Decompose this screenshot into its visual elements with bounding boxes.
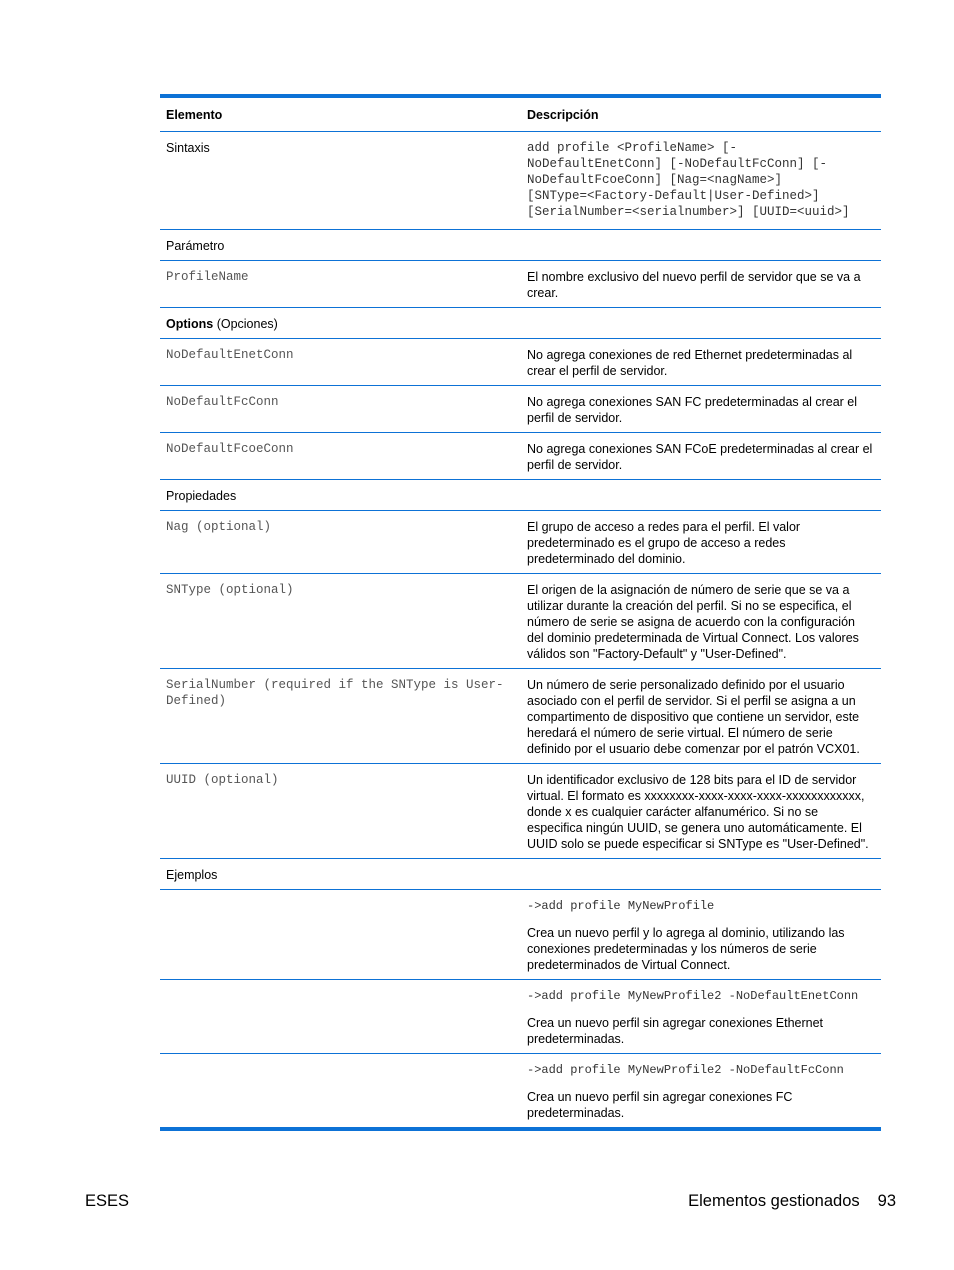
property-name: SerialNumber (required if the SNType is User-Defined) [160, 669, 521, 764]
option-name: NoDefaultFcConn [160, 386, 521, 433]
property-desc: El origen de la asignación de número de serie que se va a utilizar durante la creación del perfil. Si no se especifica, el número de serie se asigna de acuerdo con la configuración del dominio predeterminada de Virtual Connect. Los valores válidos son "Factory-Default" y "User-Defined". [521, 574, 881, 669]
table-row [160, 433, 881, 480]
example-desc: Crea un nuevo perfil sin agregar conexiones FC predeterminadas. [527, 1090, 793, 1120]
options-label-bold: Options [166, 317, 214, 331]
section-label: Ejemplos [160, 859, 521, 890]
property-desc: Un identificador exclusivo de 128 bits para el ID de servidor virtual. El formato es xxxxxxxx-xxxx-xxxx-xxxx-xxxxxxxxxxxx, donde x es cualquier carácter alfanumérico. Si no se especifica ningún UUID, se genera uno automáticamente. El UUID solo se puede especificar si SNType es "User-Defined". [521, 764, 881, 859]
section-label [160, 308, 521, 339]
table-row [160, 339, 881, 386]
page-number: 93 [877, 1192, 896, 1210]
table-row [160, 1054, 881, 1130]
table-row [160, 261, 881, 308]
example-desc: Crea un nuevo perfil y lo agrega al dominio, utilizando las conexiones predeterminadas y los números de serie predeterminados de Virtual Connect. [527, 926, 845, 972]
example-cell [521, 980, 881, 1054]
section-row-propiedades [160, 480, 881, 511]
footer-right [688, 1192, 896, 1211]
property-name: Nag (optional) [160, 511, 521, 574]
table-row [160, 574, 881, 669]
section-row-ejemplos [160, 859, 881, 890]
section-row-options [160, 308, 881, 339]
syntax-label: Sintaxis [160, 132, 521, 230]
example-command: ->add profile MyNewProfile2 -NoDefaultFcConn [527, 1063, 844, 1077]
table-row [160, 764, 881, 859]
table-row [160, 980, 881, 1054]
section-row-parametro [160, 230, 881, 261]
syntax-line: NoDefaultFcoeConn] [Nag=<nagName>] [527, 173, 783, 187]
option-name: NoDefaultEnetConn [160, 339, 521, 386]
syntax-line: NoDefaultEnetConn] [-NoDefaultFcConn] [- [527, 157, 828, 171]
example-command: ->add profile MyNewProfile [527, 899, 715, 913]
options-label-rest: (Opciones) [213, 317, 278, 331]
syntax-row [160, 132, 881, 230]
option-desc: No agrega conexiones SAN FC predeterminadas al crear el perfil de servidor. [521, 386, 881, 433]
property-desc: Un número de serie personalizado definido por el usuario asociado con el perfil de servidor. Si el perfil se asigna a un compartimento de dispositivo que contiene un servidor, este heredará el número de serie virtual. El número de serie definido por el usuario debe comenzar por el patrón VCX01. [521, 669, 881, 764]
option-name: NoDefaultFcoeConn [160, 433, 521, 480]
parameter-name: ProfileName [160, 261, 521, 308]
table-header-row [160, 96, 881, 132]
command-reference-table [160, 94, 881, 1131]
example-desc: Crea un nuevo perfil sin agregar conexiones Ethernet predeterminadas. [527, 1016, 824, 1046]
section-label: Parámetro [160, 230, 521, 261]
property-desc: El grupo de acceso a redes para el perfil. El valor predeterminado es el grupo de acceso a redes predeterminado del dominio. [521, 511, 881, 574]
example-cell [521, 890, 881, 980]
footer-section-title: Elementos gestionados [688, 1192, 860, 1210]
table-row [160, 386, 881, 433]
syntax-line: add profile <ProfileName> [- [527, 141, 738, 155]
property-name: UUID (optional) [160, 764, 521, 859]
syntax-line: [SerialNumber=<serialnumber>] [UUID=<uuid>] [527, 205, 850, 219]
example-command: ->add profile MyNewProfile2 -NoDefaultEnetConn [527, 989, 859, 1003]
table-row [160, 890, 881, 980]
section-label: Propiedades [160, 480, 521, 511]
option-desc: No agrega conexiones de red Ethernet predeterminadas al crear el perfil de servidor. [521, 339, 881, 386]
header-descripcion: Descripción [521, 96, 881, 132]
table-row [160, 669, 881, 764]
header-elemento: Elemento [160, 96, 521, 132]
footer-locale: ESES [85, 1192, 130, 1210]
property-name: SNType (optional) [160, 574, 521, 669]
syntax-line: [SNType=<Factory-Default|User-Defined>] [527, 189, 820, 203]
table-row [160, 511, 881, 574]
option-desc: No agrega conexiones SAN FCoE predeterminadas al crear el perfil de servidor. [521, 433, 881, 480]
example-cell [521, 1054, 881, 1130]
syntax-value [521, 132, 881, 230]
parameter-desc: El nombre exclusivo del nuevo perfil de servidor que se va a crear. [521, 261, 881, 308]
